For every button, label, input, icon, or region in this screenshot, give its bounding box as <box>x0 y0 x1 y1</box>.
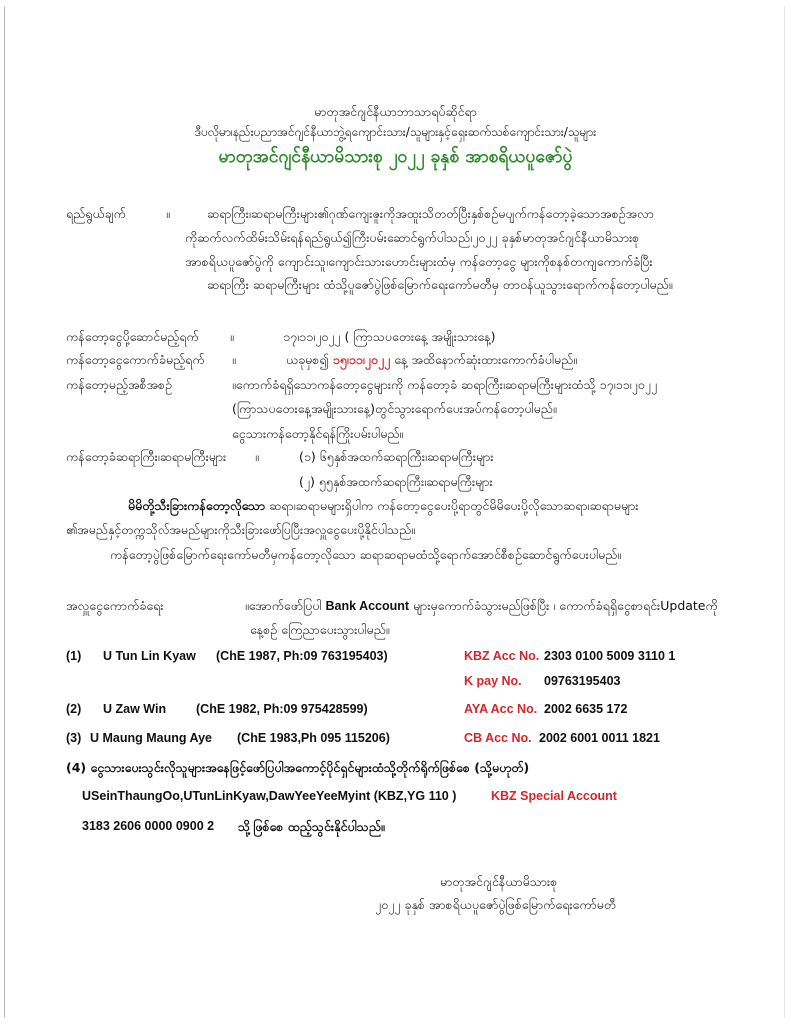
account-1-num: (1) <box>66 649 82 663</box>
account-1-info: (ChE 1987, Ph:09 763195403) <box>216 649 388 663</box>
account-3-number[interactable]: 2002 6001 0011 1821 <box>539 731 660 745</box>
account-2-num: (2) <box>66 702 82 716</box>
item4-suffix: သို့ဖြစ်စေ ထည့်သွင်းနိုင်ပါသည်။ <box>238 819 385 834</box>
teachers-line-2: (၂) ၅၅နှစ်အထက်ဆရာကြီး၊ဆရာမကြီးများ <box>299 474 493 489</box>
note-rest: ဆရာ၊ဆရာမများရှိပါက ကန်တော့ငွေပေးပို့ရာတွင်မိမိပေးပို့လိုသောဆရာ၊ဆရာမများ <box>265 498 639 513</box>
purpose-line-3: အာစရိယပူဇော်ပွဲကို ကျောင်းသူ၊ကျောင်းသားဟောင်းများထံမှ ကန်တော့ငွေ များကိုစနစ်တကျကောက်ခံပြီး <box>185 254 653 269</box>
note-line-3: ကန်တော့ပွဲဖြစ်မြောက်ရေးကော်မတီမှကန်တော့လိုသော ဆရာဆရာမထံသို့ရောက်အောင်စီစဉ်ဆောင်ရွက်ပေးပါမည်။ <box>110 547 622 562</box>
account-3-holder: U Maung Maung Aye <box>90 731 212 745</box>
ceremony-sep: ။ <box>230 329 234 344</box>
deadline-suffix: နေ့ အထိနောက်ဆုံးထားကောက်ခံပါမည်။ <box>394 352 578 367</box>
deadline-label: ကန်တော့ငွေကောက်ခံမည့်ရက် <box>66 352 205 367</box>
account-kpay-bank: K pay No. <box>464 674 522 688</box>
purpose-sep: ။ <box>166 206 170 221</box>
deadline-text <box>286 352 577 371</box>
method-label: ကန်တော့မည့်အစီအစဉ် <box>66 377 172 392</box>
method-line-1: ။ကောက်ခံရရှိသောကန်တော့ငွေများကို ကန်တော့ခံ ဆရာကြီး၊ဆရာမကြီးများထံသို့ ၁၇၊၁၁၊၂၀၂၂ <box>232 377 658 392</box>
teachers-line-1: (၁) ၆၅နှစ်အထက်ဆရာကြီး၊ဆရာမကြီးများ <box>299 449 494 464</box>
account-kpay-number[interactable]: 09763195403 <box>544 674 621 688</box>
account-3-num: (3) <box>66 731 82 745</box>
donation-line-2: နေ့စဉ် ကြေညာပေးသွားပါမည်။ <box>250 622 390 637</box>
donation-line1-prefix: ။အောက်ဖော်ပြပါ <box>245 598 322 613</box>
deadline-sep: ။ <box>232 352 236 367</box>
account-1-bank: KBZ Acc No. <box>464 649 540 663</box>
deadline-date: ၁၅၊၁၁၊၂၀၂၂ <box>332 352 391 367</box>
teachers-label: ကန်တော့ခံဆရာကြီး၊ဆရာမကြီးများ <box>66 449 227 464</box>
method-line-3: ငွေသားကန်တော့နိုင်ရန်ကြိုးပမ်းပါမည်။ <box>232 426 404 441</box>
donation-line1-bank: Bank Account <box>325 599 410 613</box>
note-line-2: ၏အမည်နှင့်တက္ကသိုလ်အမည်များကိုသီးခြားဖော်ပြပြီးအလှူငွေပေးပို့နိုင်ပါသည်။ <box>66 522 415 537</box>
account-3-info: (ChE 1983,Ph 095 115206) <box>237 731 390 745</box>
header-university: ဒီပလိုမာ၊နည်းပညာအင်ဂျင်နီယာဘွဲ့ရကျောင်းသား/သူများနှင့်ရှေးဆက်သစ်ကျောင်းသား/သူများ <box>194 125 597 139</box>
deadline-prefix: ယခုမှစ၍ <box>286 352 329 367</box>
donation-line1-suffix: များမှကောက်ခံသွားမည်ဖြစ်ပြီး ၊ ကောက်ခံရရှိငွေစာရင်းUpdateကို <box>413 598 718 613</box>
item4-number[interactable]: 3183 2606 0000 0900 2 <box>82 819 215 833</box>
ceremony-date: ၁၇၊၁၁၊၂၀၂၂ ( ကြာသပတေးနေ့ အမျိုးသားနေ့) <box>283 329 496 344</box>
purpose-label: ရည်ရွယ်ချက် <box>66 206 126 221</box>
account-2-number[interactable]: 2002 6635 172 <box>544 702 628 716</box>
purpose-line-1: ဆရာကြီး၊ဆရာမကြီးများ၏ဂုဏ်ကျေးဇူးကိုအထူးသိတတ်ပြီးနှစ်စဉ်မပျက်ကန်တော့ခဲ့သောအစဉ်အလာ <box>207 206 654 221</box>
item4-bank: KBZ Special Account <box>491 789 617 803</box>
donation-line-1 <box>245 598 718 617</box>
account-2-holder: U Zaw Win <box>103 702 167 716</box>
purpose-line-2: ကိုဆက်လက်ထိမ်းသိမ်းရန်ရည်ရွယ်၍ကြီးပမ်းဆောင်ရွက်ပါသည်၊၂၀၂၂ ခုနှစ်မာတုအင်ဂျင်နီယာမိသားစု <box>185 230 640 245</box>
purpose-line-4: ဆရာကြီး ဆရာမကြီးများ ထံသို့ပူဇော်ပွဲဖြစ်မြောက်ရေးကော်မတီမှ တာဝန်ယူသွားရောက်ကန်တော့ပါမည်။ <box>207 277 673 292</box>
item4-holders: USeinThaungOo,UTunLinKyaw,DawYeeYeeMyint (KBZ,YG 110 ) <box>82 789 457 803</box>
method-line-2: (ကြာသပတေးနေ့အမျိုးသားနေ့)တွင်သွားရောက်ပေးအပ်ကန်တော့ပါမည်။ <box>232 401 557 416</box>
account-1-holder: U Tun Lin Kyaw <box>103 649 196 663</box>
signature-line-1: မာတုအင်ဂျင်နီယာမိသားစု <box>440 874 558 889</box>
ceremony-label: ကန်တော့ငွေပို့ဆောင်မည့်ရက် <box>66 329 199 344</box>
teachers-sep: ။ <box>255 449 259 464</box>
account-2-info: (ChE 1982, Ph:09 975428599) <box>196 702 368 716</box>
account-3-bank: CB Acc No. <box>464 731 532 745</box>
signature-line-2: ၂၀၂၂ ခုနှစ် အာစရိယပူဇော်ပွဲဖြစ်မြောက်ရေးကော်မတီ <box>375 897 617 912</box>
account-2-bank: AYA Acc No. <box>464 702 538 716</box>
item4-label: (4) ငွေသားပေးသွင်းလိုသူများအနေဖြင့်ဖော်ပြပါအကောင့်ပိုင်ရှင်များထံသို့တိုက်ရိုက်ဖြစ်စေ (သို့မဟုတ်) <box>66 760 530 775</box>
account-1-number[interactable]: 2303 0100 5009 3110 1 <box>544 649 676 663</box>
note-line-1 <box>128 498 638 517</box>
header-org: မာတုအင်ဂျင်နီယာဘာသာရပ်ဆိုင်ရာ <box>314 104 477 119</box>
event-title: မာတုအင်ဂျင်နီယာမိသားစု ၂၀၂၂ ခုနှစ် အာစရိယပူဇော်ပွဲ <box>218 147 573 167</box>
donation-label: အလှူငွေကောက်ခံရေး <box>66 598 164 613</box>
note-bold: မိမိတို့သီးခြားကန်တော့လိုသော <box>128 498 266 513</box>
